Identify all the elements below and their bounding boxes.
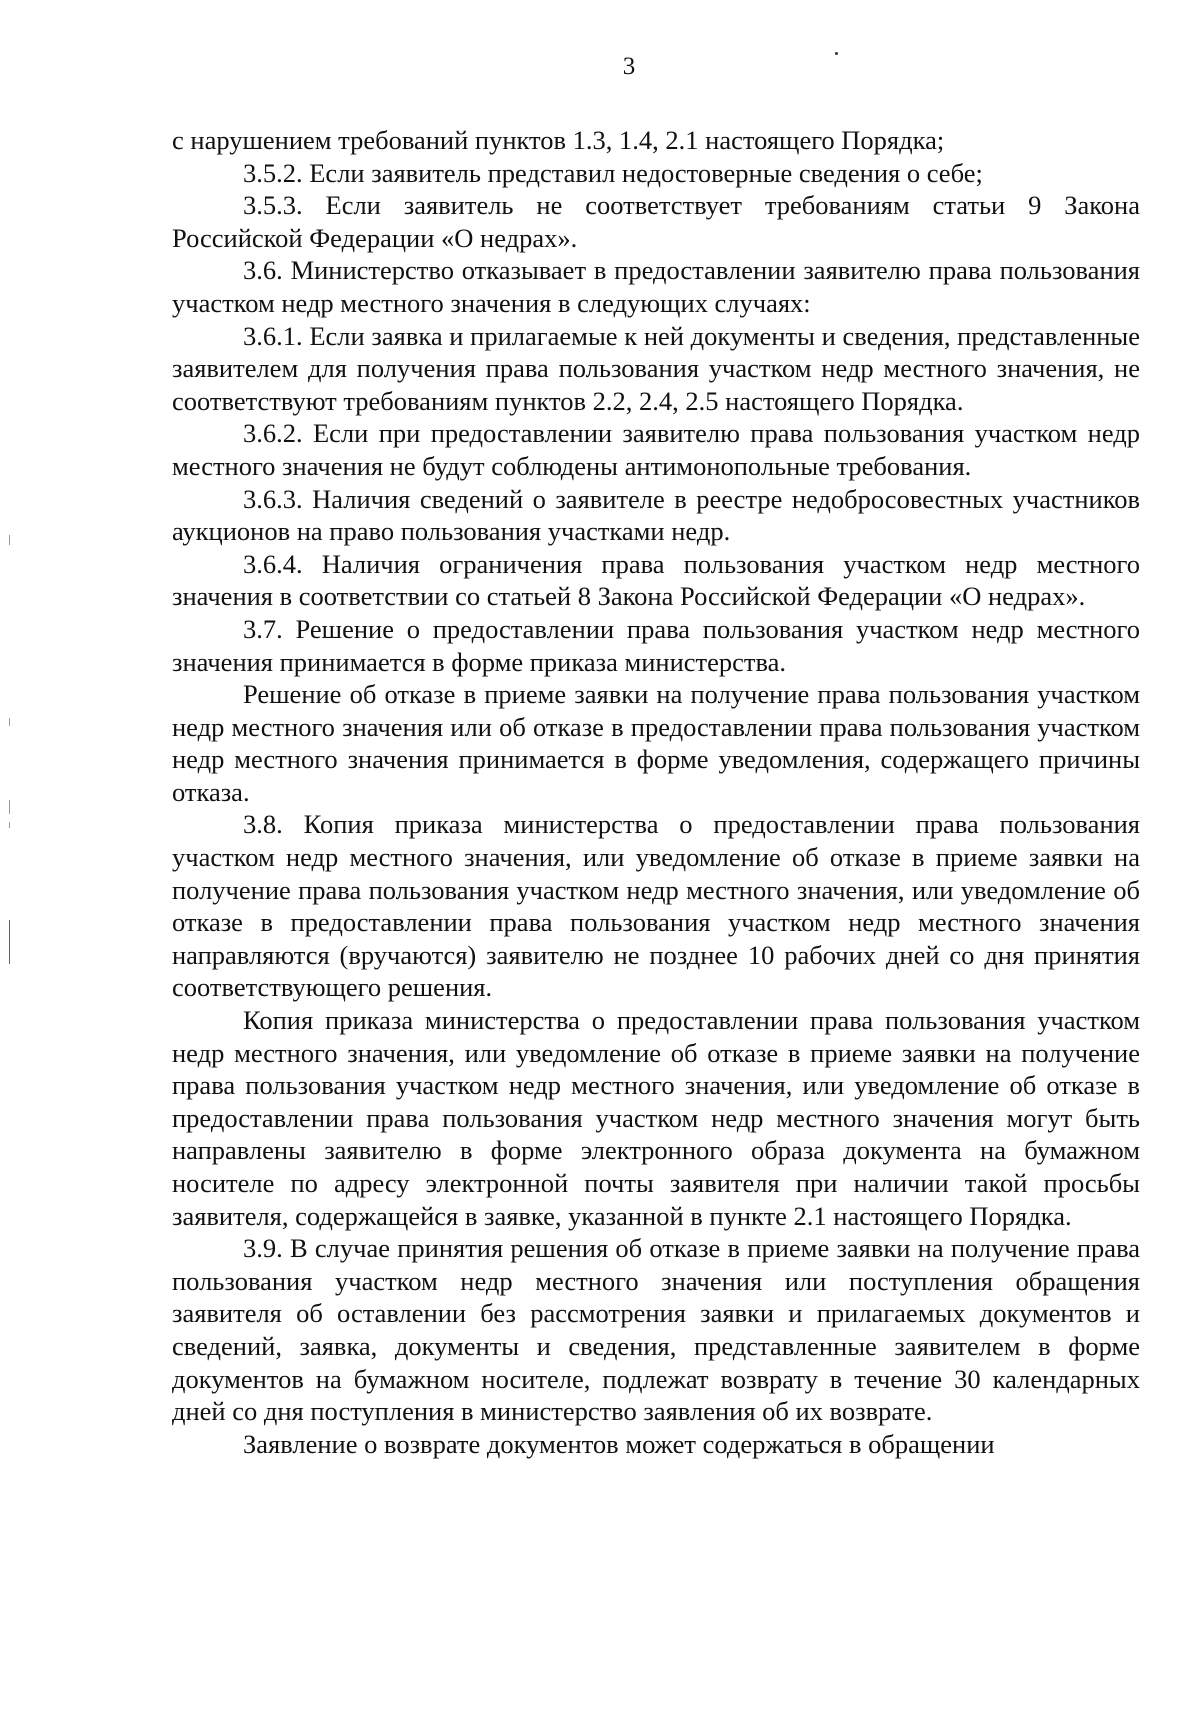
paragraph: 3.6.4. Наличия ограничения права пользования участком недр местного значения в соответствии со статьей 8 Закона Российской Федерации «О недрах». (172, 548, 1140, 612)
scan-mark (9, 718, 10, 726)
paragraph: 3.6. Министерство отказывает в предоставлении заявителю права пользования участком недр местного значения в следующих случаях: (172, 255, 1140, 318)
paragraph: 3.6.3. Наличия сведений о заявителе в реестре недобросовестных участников аукционов на право пользования участками недр. (172, 483, 1140, 547)
scan-speck (835, 52, 838, 55)
scan-mark (9, 535, 10, 545)
paragraph: Решение об отказе в приеме заявки на получение права пользования участком недр местного значения или об отказе в предоставлении права пользования участком недр местного значения принимается в форме уведомления, содержащего причины отказа. (172, 679, 1140, 807)
page-number: 3 (622, 53, 636, 80)
document-body (172, 124, 1140, 1460)
paragraph: 3.7. Решение о предоставлении права пользования участком недр местного значения принимается в форме приказа министерства. (172, 613, 1140, 677)
paragraph: 3.8. Копия приказа министерства о предоставлении права пользования участком недр местного значения, или уведомление об отказе в приеме заявки на получение права пользования участком недр местного значения, или уведомление об отказе в предоставлении права пользования участком недр местного значения направляются (вручаются) заявителю не позднее 10 рабочих дней со дня принятия соответствующего решения. (172, 809, 1140, 1003)
paragraph: с нарушением требований пунктов 1.3, 1.4, 2.1 настоящего Порядка; (172, 125, 945, 155)
paragraph: 3.5.3. Если заявитель не соответствует требованиям статьи 9 Закона Российской Федерации «О недрах». (172, 190, 1140, 253)
paragraph: 3.9. В случае принятия решения об отказе в приеме заявки на получение права пользования участком недр местного значения или поступления обращения заявителя об оставлении без рассмотрения заявки и прилагаемых документов и сведений, заявка, документы и сведения, представленные заявителем в форме документов на бумажном носителе, подлежат возврату в течение 30 календарных дней со дня поступления в министерство заявления об их возврате. (172, 1233, 1140, 1427)
paragraph: Заявление о возврате документов может содержаться в обращении (243, 1428, 995, 1459)
paragraph: 3.5.2. Если заявитель представил недостоверные сведения о себе; (243, 157, 983, 188)
scan-mark (9, 920, 10, 964)
scan-mark (9, 800, 10, 814)
paragraph: Копия приказа министерства о предоставлении права пользования участком недр местного значения, или уведомление об отказе в приеме заявки на получение права пользования участком недр местного значения, или уведомление об отказе в предоставлении права пользования участком недр местного значения могут быть направлены заявителю в форме электронного образа документа на бумажном носителе по адресу электронной почты заявителя при наличии такой просьбы заявителя, содержащейся в заявке, указанной в пункте 2.1 настоящего Порядка. (172, 1005, 1140, 1231)
paragraph: 3.6.2. Если при предоставлении заявителю права пользования участком недр местного значения не будут соблюдены антимонопольные требования. (172, 418, 1140, 481)
scan-mark (9, 822, 10, 828)
paragraph: 3.6.1. Если заявка и прилагаемые к ней документы и сведения, представленные заявителем для получения права пользования участком недр местного значения, не соответствуют требованиям пунктов 2.2, 2.4, 2.5 настоящего Порядка. (172, 320, 1140, 416)
